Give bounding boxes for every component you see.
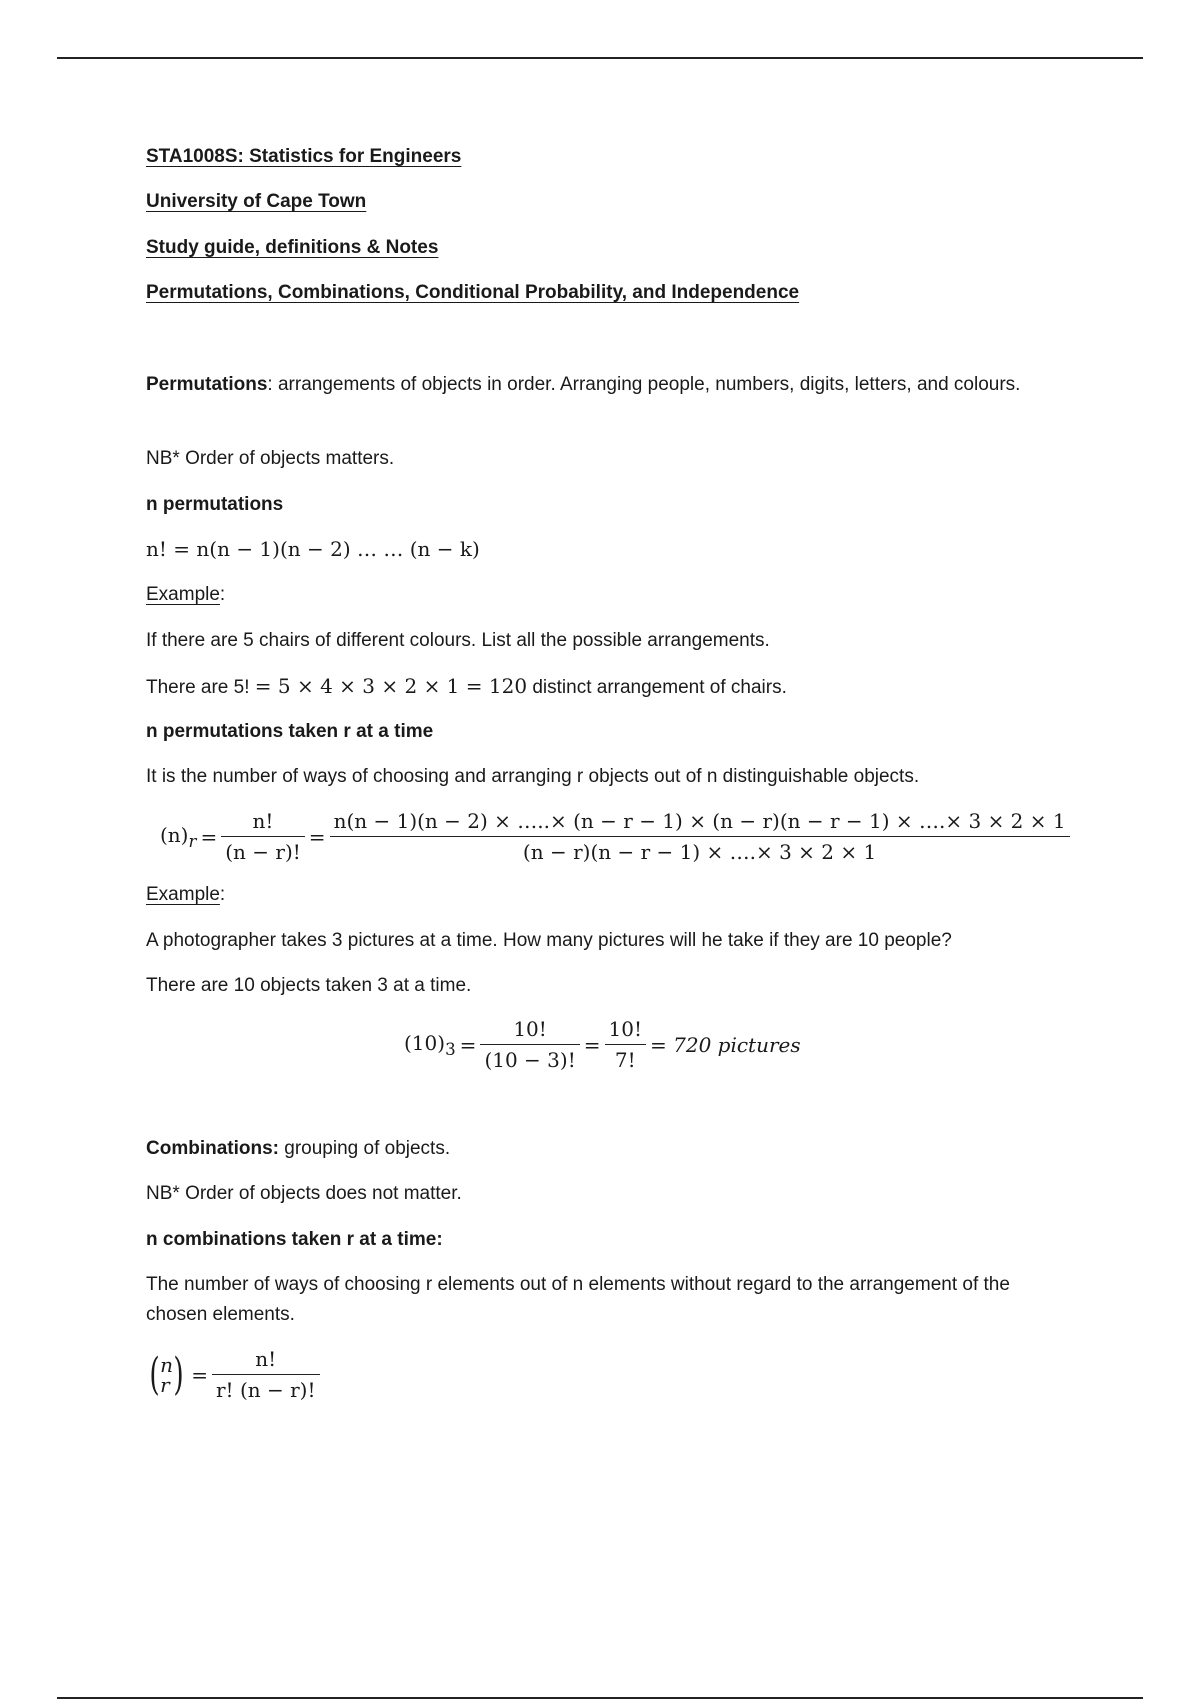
- binom-paren-left: (: [149, 1348, 160, 1400]
- equals-sign: =: [583, 1032, 601, 1057]
- nr-fraction-1: [221, 806, 305, 867]
- nr-lhs-sub: r: [188, 831, 197, 851]
- example-label-colon: :: [219, 884, 226, 905]
- ex2-lhs: [404, 1031, 456, 1059]
- n-permutations-r-definition: It is the number of ways of choosing and arranging r objects out of n distinguishable objects.: [146, 766, 920, 787]
- combinations-definition-text: grouping of objects.: [279, 1138, 451, 1159]
- topics-heading: Permutations, Combinations, Conditional Probability, and Independence: [146, 282, 800, 303]
- university-heading: University of Cape Town: [146, 191, 367, 212]
- equals-sign: =: [459, 1032, 477, 1057]
- binomial-coefficient: [146, 1348, 187, 1400]
- nr-fraction-1-denominator: (n − r)!: [225, 840, 301, 864]
- example-label-text: Example: [146, 584, 220, 605]
- nr-fraction-2: [330, 806, 1070, 867]
- n-permutations-formula: n! = n(n − 1)(n − 2) … … (n − k): [146, 537, 480, 561]
- equals-sign: =: [200, 824, 218, 849]
- equals-sign: =: [308, 824, 326, 849]
- permutations-term: Permutations: [146, 374, 268, 395]
- ex2-fraction-2-numerator: 10!: [605, 1014, 647, 1045]
- example-label-1: [146, 584, 225, 606]
- example-1-answer-prefix: There are 5!: [146, 677, 255, 698]
- example-1-answer-math: = 5 × 4 × 3 × 2 × 1 = 120: [254, 674, 528, 698]
- ex2-lhs-sub: 3: [445, 1039, 456, 1059]
- equals-sign: =: [191, 1362, 208, 1387]
- n-combinations-r-definition: The number of ways of choosing r elements out of n elements without regard to the arrangement of the chosen elements.: [146, 1274, 1010, 1325]
- example-1-answer: [146, 674, 787, 699]
- top-rule: [57, 57, 1143, 59]
- combination-formula: [146, 1344, 320, 1405]
- n-permutations-heading: n permutations: [146, 494, 284, 515]
- example-label-colon: :: [219, 584, 226, 605]
- example-label-text: Example: [146, 884, 220, 905]
- combination-fraction: [212, 1344, 320, 1405]
- binom-top: n: [160, 1352, 174, 1377]
- n-permutations-r-formula: [160, 806, 1070, 867]
- nr-fraction-1-numerator: n!: [221, 806, 305, 837]
- combinations-term: Combinations:: [146, 1138, 279, 1159]
- ex2-fraction-1-denominator: (10 − 3)!: [484, 1048, 576, 1072]
- combinations-note: NB* Order of objects does not matter.: [146, 1183, 462, 1204]
- nr-fraction-2-denominator: (n − r)(n − r − 1) × ….× 3 × 2 × 1: [522, 840, 877, 864]
- example-1-question: If there are 5 chairs of different colours. List all the possible arrangements.: [146, 630, 770, 651]
- binom-stack: [160, 1352, 174, 1397]
- example-label-2: [146, 884, 225, 906]
- nr-lhs-base: (n): [160, 822, 189, 847]
- nr-lhs: [160, 823, 196, 851]
- permutations-definition-text: : arrangements of objects in order. Arranging people, numbers, digits, letters, and colours.: [267, 374, 1021, 395]
- example-2-formula: [404, 1014, 805, 1075]
- nr-fraction-2-numerator: n(n − 1)(n − 2) × …..× (n − r − 1) × (n − r)(n − r − 1) × ….× 3 × 2 × 1: [330, 806, 1070, 837]
- combination-fraction-numerator: n!: [212, 1344, 320, 1375]
- example-2-setup: There are 10 objects taken 3 at a time.: [146, 975, 472, 996]
- ex2-fraction-2: [605, 1014, 647, 1075]
- ex2-fraction-2-denominator: 7!: [614, 1048, 636, 1072]
- permutations-definition: [146, 370, 1046, 400]
- course-heading: STA1008S: Statistics for Engineers: [146, 146, 462, 167]
- example-2-question: A photographer takes 3 pictures at a time. How many pictures will he take if they are 10 people?: [146, 930, 952, 951]
- ex2-result: = 720 pictures: [650, 1032, 801, 1057]
- combinations-definition: [146, 1138, 450, 1160]
- binom-paren-right: ): [173, 1348, 184, 1400]
- example-1-answer-suffix: distinct arrangement of chairs.: [527, 677, 787, 698]
- combination-fraction-denominator: r! (n − r)!: [216, 1378, 316, 1402]
- permutations-note: NB* Order of objects matters.: [146, 448, 395, 469]
- n-permutations-r-heading: n permutations taken r at a time: [146, 721, 434, 742]
- ex2-fraction-1-numerator: 10!: [480, 1014, 579, 1045]
- bottom-rule: [57, 1697, 1143, 1699]
- n-combinations-r-heading: n combinations taken r at a time:: [146, 1229, 443, 1250]
- ex2-fraction-1: [480, 1014, 579, 1075]
- guide-heading: Study guide, definitions & Notes: [146, 237, 439, 258]
- binom-bottom: r: [160, 1372, 170, 1397]
- ex2-lhs-base: (10): [404, 1030, 446, 1055]
